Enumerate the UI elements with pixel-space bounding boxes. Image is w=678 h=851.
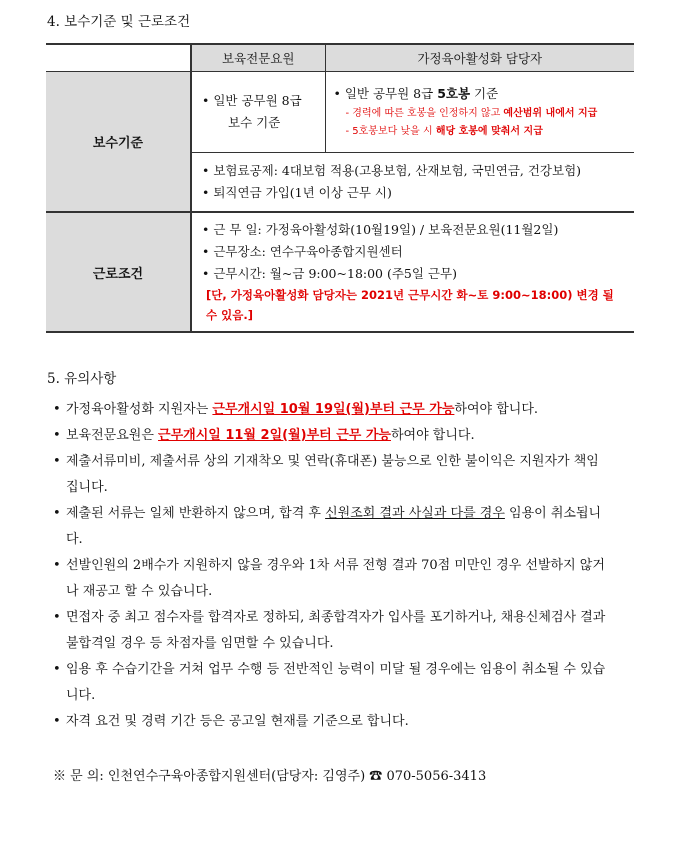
contact-line xyxy=(53,765,486,784)
pay-step-text: 5호봉 xyxy=(437,86,471,101)
work-conditions-cell xyxy=(191,212,634,332)
list-item: • 임용 후 수습기간을 거쳐 업무 수행 등 전반적인 능력이 미달 될 경우에는 임용이 취소될 수 있습니다. xyxy=(48,657,608,709)
section-5-title: 5. 유의사항 xyxy=(47,371,117,387)
work-hours-text: • 근무시간: 월~금 9:00~18:00 (주5일 근무) xyxy=(202,266,457,281)
row-header-pay: 보수기준 xyxy=(46,72,191,213)
list-item: • 자격 요건 및 경력 기간 등은 공고일 현재를 기준으로 합니다. xyxy=(48,709,608,735)
pay-grade-text: 일반 공무원 8급 xyxy=(213,93,302,108)
list-item: • 가정육아활성화 지원자는 근무개시일 10월 19일(월)부터 근무 가능하여야 합니다. xyxy=(48,397,608,423)
pay-basis-text: 보수 기준 xyxy=(228,115,281,130)
pay-cell-home-care: • 일반 공무원 8급 5호봉 기준 - 경력에 따른 호봉을 인정하지 않고 예산범위 내에서 지급 - 5호봉보다 낮을 시 해당 호봉에 맞춰서 지급 xyxy=(325,72,634,153)
col-header-childcare: 보육전문요원 xyxy=(191,44,325,72)
pay-common-cell xyxy=(191,153,634,213)
work-hours-note: [단, 가정육아활성화 담당자는 2021년 근무시간 화~토 9:00~18:00) 변경 될 수 있음.] xyxy=(206,288,614,322)
section-4-title: 4. 보수기준 및 근로조건 xyxy=(47,14,191,30)
insurance-text: • 보험료공제: 4대보험 적용(고용보험, 산재보험, 국민연금, 건강보험) xyxy=(202,163,582,178)
background-check-underline: 신원조회 결과 사실과 다를 경우 xyxy=(325,506,505,521)
bullet: • xyxy=(202,93,214,108)
list-item: • 면접자 중 최고 점수자를 합격자로 정하되, 최종합격자가 입사를 포기하거나, 채용신체검사 결과 불합격일 경우 등 차점자를 임면할 수 있습니다. xyxy=(48,605,608,657)
pay-note-2: - 5호봉보다 낮을 시 해당 호봉에 맞춰서 지급 xyxy=(345,126,543,137)
list-item: • 보육전문요원은 근무개시일 11월 2일(월)부터 근무 가능하여야 합니다. xyxy=(48,423,608,449)
list-item: • 선발인원의 2배수가 지원하지 않을 경우와 1차 서류 전형 결과 70점 미만인 경우 선발하지 않거나 재공고 할 수 있습니다. xyxy=(48,553,608,605)
phone-number: 070-5056-3413 xyxy=(382,769,487,784)
list-item: • 제출서류미비, 제출서류 상의 기재착오 및 연락(휴대폰) 불능으로 인한 불이익은 지원자가 책임집니다. xyxy=(48,449,608,501)
pay-note-1: - 경력에 따른 호봉을 인정하지 않고 예산범위 내에서 지급 xyxy=(345,108,598,119)
notes-list xyxy=(48,397,608,735)
pension-text: • 퇴직연금 가입(1년 이상 근무 시) xyxy=(202,185,392,200)
list-item: • 제출된 서류는 일체 반환하지 않으며, 합격 후 신원조회 결과 사실과 다를 경우 임용이 취소됩니다. xyxy=(48,501,608,553)
pay-suffix-text: 기준 xyxy=(470,86,499,101)
start-date-highlight: 근무개시일 11월 2일(월)부터 근무 가능 xyxy=(158,428,391,443)
pay-conditions-table xyxy=(46,43,634,333)
work-days-text: • 근 무 일: 가정육아활성화(10월19일) / 보육전문요원(11월2일) xyxy=(202,222,559,237)
pay-grade-text: 일반 공무원 8급 xyxy=(344,86,438,101)
col-header-home-care: 가정육아활성화 담당자 xyxy=(325,44,634,72)
row-header-work: 근로조건 xyxy=(46,212,191,332)
pay-cell-childcare xyxy=(191,72,325,153)
start-date-highlight: 근무개시일 10월 19일(월)부터 근무 가능 xyxy=(212,402,455,417)
work-place-text: • 근무장소: 연수구육아종합지원센터 xyxy=(202,244,403,259)
corner-cell xyxy=(46,44,191,72)
contact-text: ※ 문 의: 인천연수구육아종합지원센터(담당자: 김영주) xyxy=(53,769,370,784)
phone-icon: ☎ xyxy=(369,769,383,784)
